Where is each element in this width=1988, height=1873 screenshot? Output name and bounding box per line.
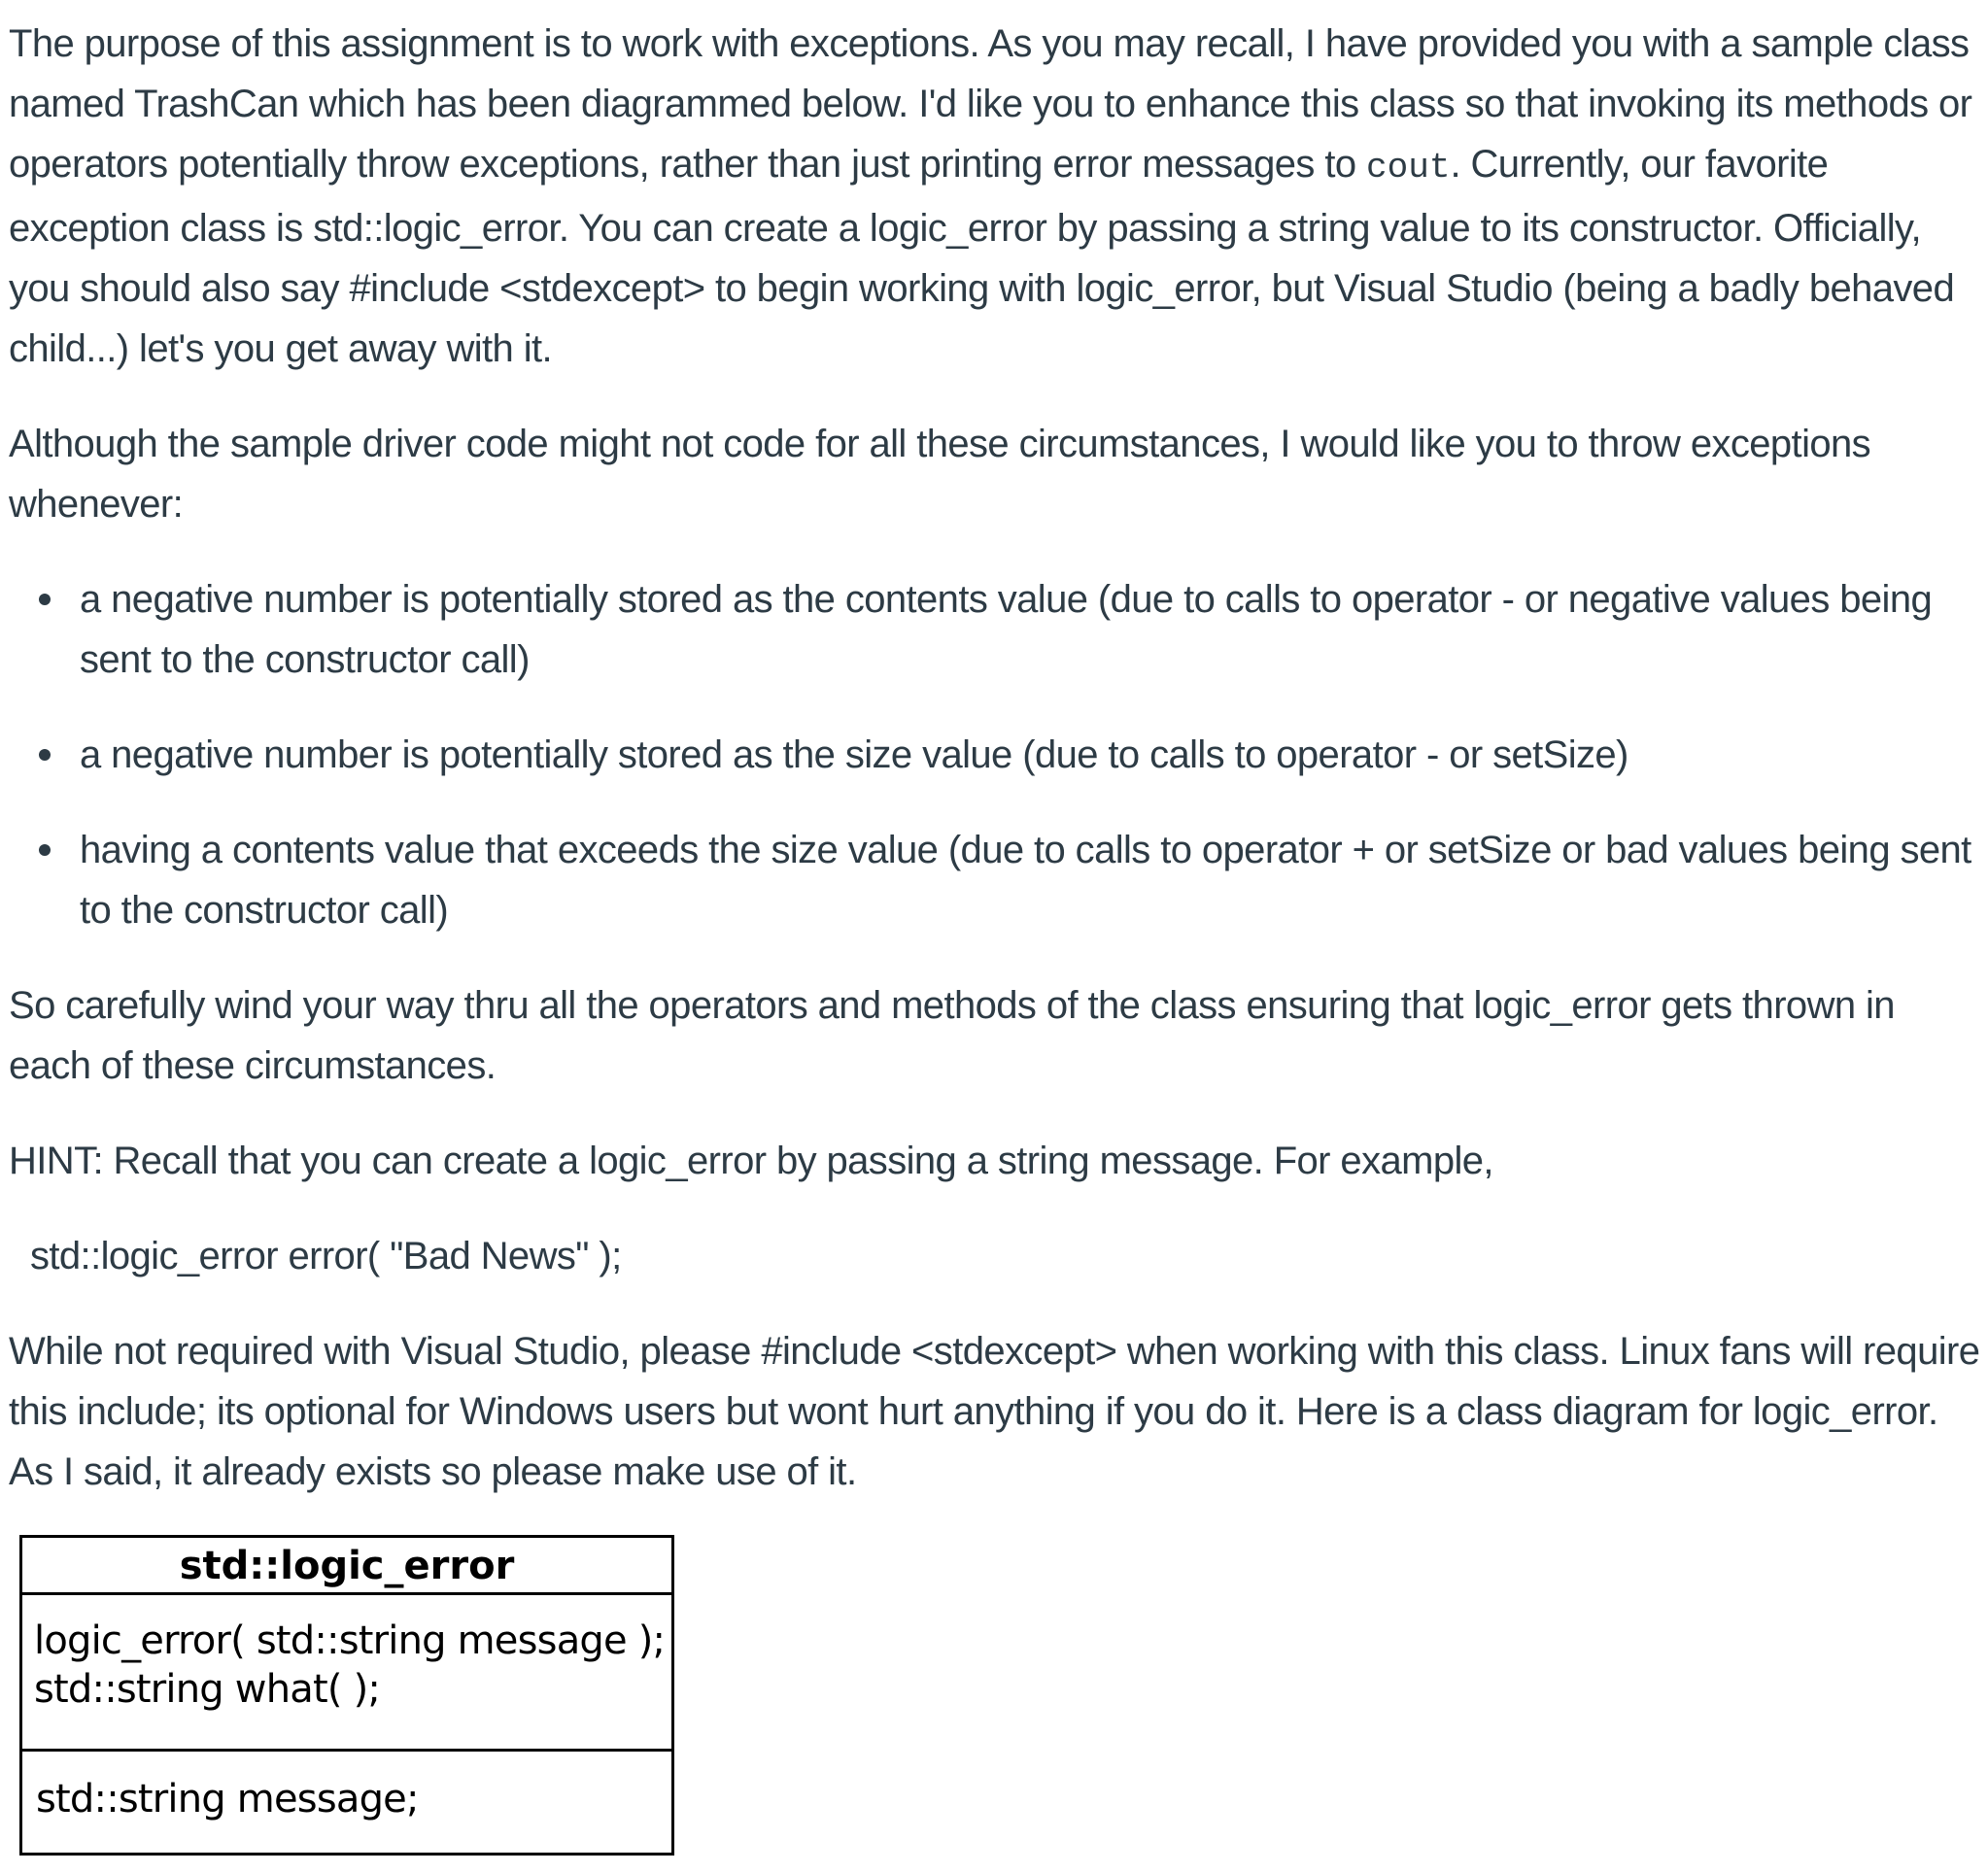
uml-method: std::string what( ); <box>34 1667 381 1712</box>
although-paragraph: Although the sample driver code might not code for all these circumstances, I would like you to throw exceptions whenever: <box>9 423 1871 526</box>
intro-text-before-code: The purpose of this assignment is to work with exceptions. As you may recall, I have provided you with a sample class named TrashCan which has been diagrammed below. I'd like you to enhance this class so that invoking its methods or operators potentially throw exceptions, rather than just printing error messages to <box>9 22 1972 186</box>
bullet-icon <box>39 594 51 605</box>
uml-class-name: std::logic_error <box>22 1538 671 1595</box>
uml-class-diagram <box>19 1535 674 1856</box>
carefully-paragraph: So carefully wind your way thru all the operators and methods of the class ensuring that logic_error gets thrown in each of these circumstances. <box>9 984 1895 1087</box>
uml-attributes-section <box>22 1752 671 1823</box>
uml-methods-section <box>22 1595 671 1752</box>
requirement-text: a negative number is potentially stored as the size value (due to calls to operator - or setSize) <box>80 733 1628 776</box>
requirements-list <box>9 569 1981 940</box>
hint-paragraph: HINT: Recall that you can create a logic_error by passing a string message. For example, <box>9 1140 1493 1182</box>
intro-paragraph <box>9 14 1981 379</box>
example-code: std::logic_error error( "Bad News" ); <box>30 1235 622 1277</box>
list-item <box>80 725 1981 785</box>
bullet-icon <box>39 844 51 856</box>
intro-text-after-code: . Currently, our favorite exception class is std::logic_error. You can create a logic_error by passing a string value to its constructor. Officially, you should also say #include <stdexcept> to begin working with logic_error, but Visual Studio (being a badly behaved child...) let's you get away with it. <box>9 143 1955 370</box>
list-item <box>80 569 1981 690</box>
assignment-document <box>9 14 1981 1537</box>
include-note-paragraph: While not required with Visual Studio, please #include <stdexcept> when working with this class. Linux fans will require this include; its optional for Windows users but wont hurt anything if you do it. Here is a class diagram for logic_error. As I said, it already exists so please make use of it. <box>9 1330 1980 1493</box>
requirement-text: having a contents value that exceeds the size value (due to calls to operator + or setSize or bad values being sent to the constructor call) <box>80 829 1971 932</box>
cout-code: cout <box>1366 148 1451 187</box>
uml-method: logic_error( std::string message ); <box>34 1618 666 1663</box>
bullet-icon <box>39 749 51 761</box>
uml-attribute: std::string message; <box>36 1777 419 1822</box>
requirement-text: a negative number is potentially stored as the contents value (due to calls to operator - or negative values being sent to the constructor call) <box>80 578 1933 681</box>
list-item <box>80 820 1981 940</box>
